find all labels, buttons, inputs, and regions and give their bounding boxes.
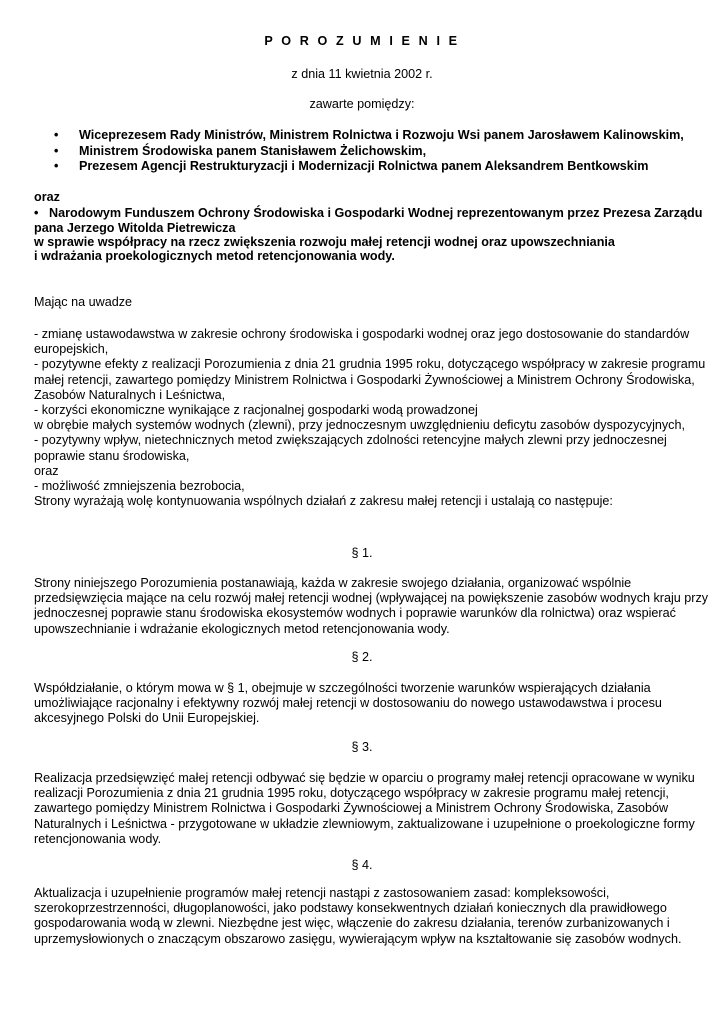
party-item: Wiceprezesem Rady Ministrów, Ministrem Rolnictwa i Rozwoju Wsi panem Jarosławem Kalinowskim, bbox=[79, 128, 684, 142]
consideration-line: - możliwość zmniejszenia bezrobocia, bbox=[34, 479, 245, 494]
section-line: uprzemysłowionych o znaczącym obszarowo zasięgu, wywierającym wpływ na kształtowanie się zasobów wodnych. bbox=[34, 931, 682, 946]
section-line: Naturalnych i Leśnictwa - przygotowane w układzie zlewniowym, zaktualizowane i uzupełnione o proekologiczne formy bbox=[34, 816, 695, 831]
agreement-subject-line: w sprawie współpracy na rzecz zwiększenia rozwoju małej retencji wodnej oraz upowszechniania bbox=[34, 235, 615, 249]
party-item: Prezesem Agencji Restrukturyzacji i Modernizacji Rolnictwa panem Aleksandrem Bentkowskim bbox=[79, 159, 649, 173]
section-line: gospodarowania wodą w zlewni. Niezbędne jest więc, włączenie do zakresu działania, terenów zurbanizowanych i bbox=[34, 916, 670, 931]
section-line: przedsięwzięcia mające na celu rozwój małej retencji wodnej (wpływającej na powiększenie zasobów wodnych kraju przy bbox=[34, 591, 709, 606]
section-line: realizacji Porozumienia z dnia 21 grudnia 1995 roku, dotyczącego współpracy w zakresie programu małej retencji, bbox=[34, 786, 669, 801]
section-line: Aktualizacja i uzupełnienie programów małej retencji nastąpi z zastosowaniem zasad: kompleksowości, bbox=[34, 886, 610, 900]
parties-intro: zawarte pomiędzy: bbox=[309, 97, 415, 111]
section-heading: § 3. bbox=[351, 740, 373, 754]
consideration-line: europejskich, bbox=[34, 342, 109, 357]
consideration-line: - pozytywne efekty z realizacji Porozumienia z dnia 21 grudnia 1995 roku, dotyczącego współpracy w zakresie programu bbox=[34, 357, 706, 372]
section-line: Współdziałanie, o którym mowa w § 1, obejmuje w szczególności tworzenie warunków wspierających działania bbox=[34, 681, 651, 695]
fund-party-line: Narodowym Funduszem Ochrony Środowiska i Gospodarki Wodnej reprezentowanym przez Prezesa Zarządu bbox=[49, 206, 703, 220]
party-item: Ministrem Środowiska panem Stanisławem Żelichowskim, bbox=[79, 144, 427, 158]
section-line: retencjonowania wody. bbox=[34, 831, 162, 846]
consideration-line: - zmianę ustawodawstwa w zakresie ochrony środowiska i gospodarki wodnej oraz jego dostosowanie do standardów bbox=[34, 327, 690, 341]
section-line: upowszechnianie i wdrażanie ekologicznych metod retencjonowania wody. bbox=[34, 621, 450, 636]
section-heading: § 2. bbox=[351, 650, 373, 664]
consideration-line: poprawie stanu środowiska, bbox=[34, 448, 190, 463]
bullet-icon: • bbox=[54, 128, 59, 142]
oraz-label: oraz bbox=[34, 190, 60, 204]
fund-party-line: pana Jerzego Witolda Pietrewicza bbox=[34, 221, 236, 235]
considering-heading: Mając na uwadze bbox=[34, 295, 133, 309]
bullet-icon: • bbox=[34, 206, 39, 220]
considerations-block bbox=[34, 327, 706, 509]
consideration-line: oraz bbox=[34, 463, 59, 478]
section-line: umożliwiające racjonalny i efektywny rozwój małej retencji w dostosowaniu do nowego ustawodawstwa i procesu bbox=[34, 696, 662, 711]
bullet-icon: • bbox=[54, 159, 59, 173]
consideration-line: - korzyści ekonomiczne wynikające z racjonalnej gospodarki wodą prowadzonej bbox=[34, 403, 478, 418]
document-title: P O R O Z U M I E N I E bbox=[264, 34, 460, 48]
consideration-line: Strony wyrażają wolę kontynuowania wspólnych działań z zakresu małej retencji i ustalają co następuje: bbox=[34, 494, 613, 509]
agreement-subject-line: i wdrażania proekologicznych metod retencjonowania wody. bbox=[34, 249, 395, 263]
section-line: jednoczesnej poprawie stanu środowiska ekosystemów wodnych i poprawie warunków dla rolnictwa) oraz wspierać bbox=[34, 606, 676, 621]
bullet-icon: • bbox=[54, 144, 59, 158]
section-body bbox=[34, 681, 694, 727]
consideration-line: w obrębie małych systemów wodnych (zlewni), przy jednoczesnym uwzględnieniu deficytu zasobów dyspozycyjnych, bbox=[34, 418, 685, 433]
consideration-line: Zasobów Naturalnych i Leśnictwa, bbox=[34, 387, 226, 402]
document-date: z dnia 11 kwietnia 2002 r. bbox=[291, 67, 433, 81]
section-line: Strony niniejszego Porozumienia postanawiają, każda w zakresie swojego działania, organizować wspólnie bbox=[34, 576, 632, 590]
section-heading: § 4. bbox=[351, 858, 373, 872]
section-line: szerokoprzestrzenności, długoplanowości, jako podstawy konsekwentnych działań koniecznych dla prawidłowego bbox=[34, 901, 667, 916]
section-body bbox=[34, 771, 694, 847]
section-body bbox=[34, 886, 694, 947]
section-heading: § 1. bbox=[351, 546, 373, 560]
section-body bbox=[34, 576, 709, 637]
consideration-line: - pozytywny wpływ, nietechnicznych metod zwiększających zdolności retencyjne małych zlewni przy jednoczesnej bbox=[34, 433, 667, 448]
consideration-line: małej retencji, zawartego pomiędzy Ministrem Rolnictwa i Gospodarki Żywnościowej a Ministrem Ochrony Środowiska, bbox=[34, 372, 695, 387]
section-line: zawartego pomiędzy Ministrem Rolnictwa i Gospodarki Żywnościowej a Ministrem Ochrony Środowiska, Zasobów bbox=[34, 801, 669, 816]
section-line: Realizacja przedsięwzięć małej retencji odbywać się będzie w oparciu o programy małej retencji opracowane w wyniku bbox=[34, 771, 695, 785]
section-line: akcesyjnego Polski do Unii Europejskiej. bbox=[34, 711, 260, 726]
